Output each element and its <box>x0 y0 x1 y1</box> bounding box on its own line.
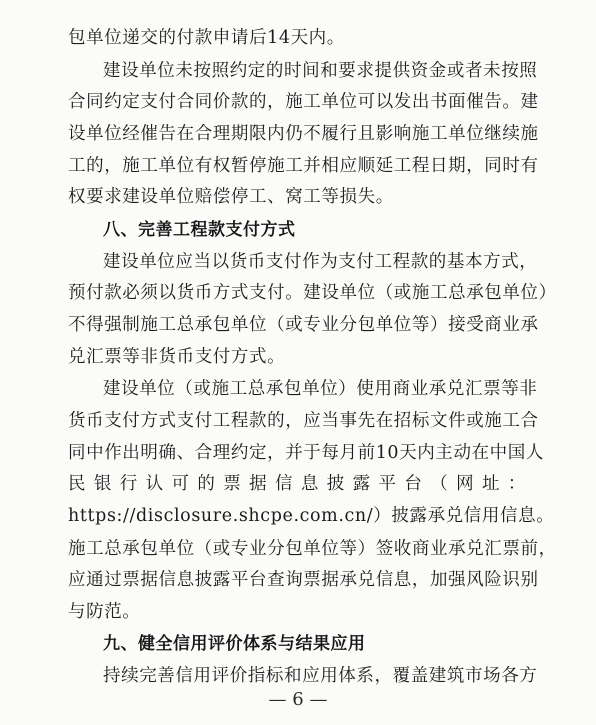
paragraph-line: 民银行认可的票据信息披露平台（网址： <box>68 474 526 494</box>
section-heading: 九、健全信用评价体系与结果应用 <box>103 634 366 654</box>
paragraph-line: 同中作出明确、合理约定，并于每月前10天内主动在中国人 <box>68 443 544 463</box>
paragraph-line: 建设单位未按照约定的时间和要求提供资金或者未按照 <box>103 61 538 81</box>
paragraph-line: 持续完善信用评价指标和应用体系，覆盖建筑市场各方 <box>103 666 538 686</box>
paragraph-line: 施工总承包单位（或专业分包单位等）签收商业承兑汇票前， <box>68 539 557 559</box>
paragraph-line: 货币支付方式支付工程款的，应当事先在招标文件或施工合 <box>68 411 539 431</box>
paragraph-line: 工的，施工单位有权暂停施工并相应顺延工程日期，同时有 <box>68 156 539 176</box>
paragraph-line: 预付款必须以货币方式支付。建设单位（或施工总承包单位） <box>68 283 557 303</box>
paragraph-line: 包单位递交的付款申请后14天内。 <box>68 28 345 48</box>
paragraph-line: 合同约定支付合同价款的，施工单位可以发出书面催告。建 <box>68 92 539 112</box>
paragraph-line: 建设单位应当以货币支付作为支付工程款的基本方式， <box>103 252 538 272</box>
paragraph-line: 应通过票据信息披露平台查询票据承兑信息，加强风险识别 <box>68 570 539 590</box>
paragraph-line: 权要求建设单位赔偿停工、窝工等损失。 <box>68 187 394 207</box>
paragraph-line: 设单位经催告在合理期限内仍不履行且影响施工单位继续施 <box>68 124 539 144</box>
page-number: — 6 — <box>268 689 328 710</box>
paragraph-line: https://disclosure.shcpe.com.cn/）披露承兑信用信息。 <box>68 506 555 526</box>
paragraph-line: 建设单位（或施工总承包单位）使用商业承兑汇票等非 <box>103 379 538 399</box>
section-heading: 八、完善工程款支付方式 <box>103 220 296 240</box>
paragraph-line: 与防范。 <box>68 602 141 622</box>
paragraph-line: 不得强制施工总承包单位（或专业分包单位等）接受商业承 <box>68 315 539 335</box>
paragraph-line: 兑汇票等非货币支付方式。 <box>68 347 286 367</box>
